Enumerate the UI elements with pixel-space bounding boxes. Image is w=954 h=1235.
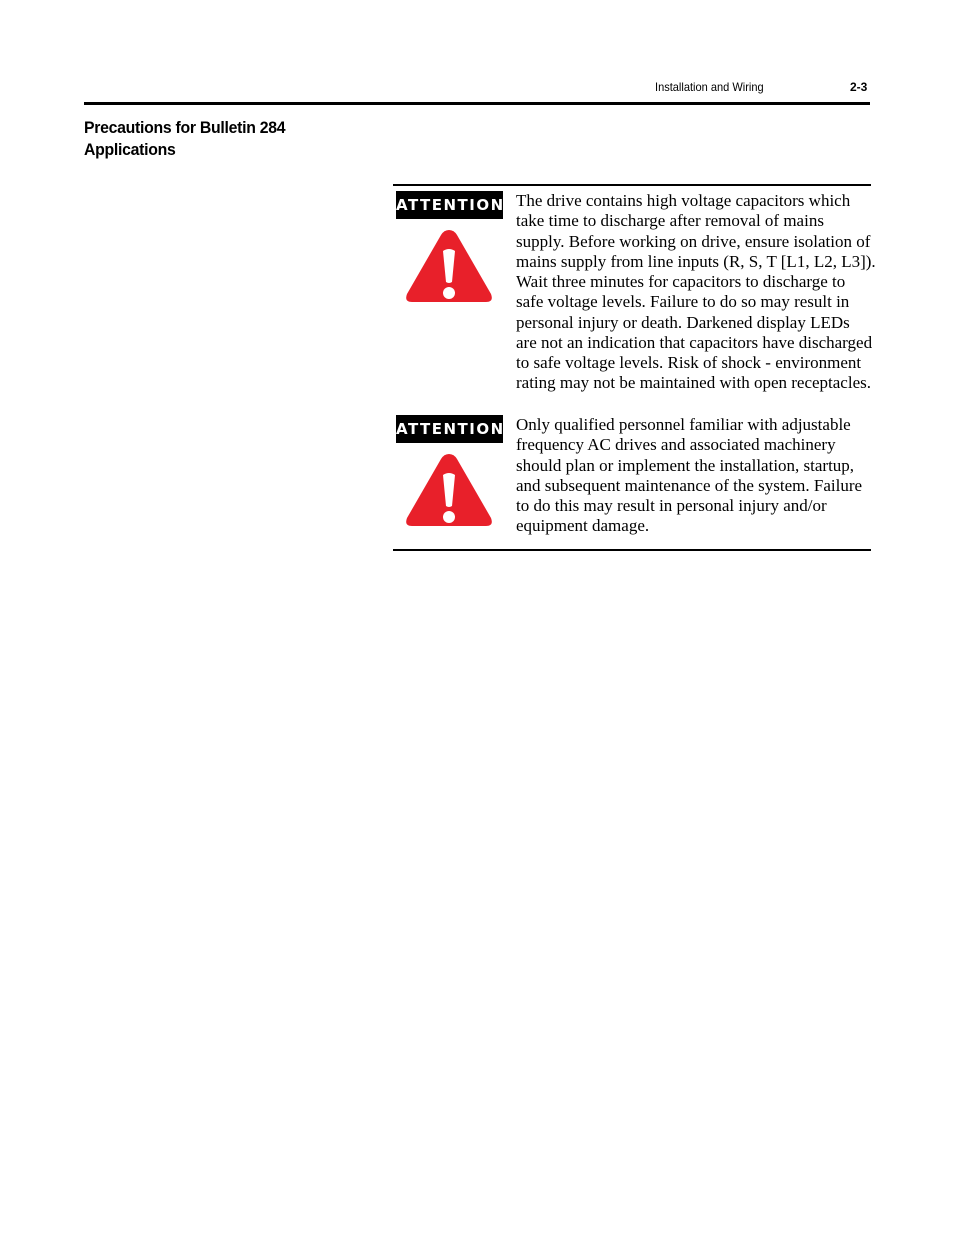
section-title-line: Applications	[84, 140, 176, 159]
attention-text-line: to do this may result in personal injury and/or	[516, 496, 827, 515]
attention-text-line: to safe voltage levels. Risk of shock - environment	[516, 353, 862, 372]
attention-table-top-rule	[393, 184, 871, 186]
attention-text-line: personal injury or death. Darkened display LEDs	[516, 312, 850, 332]
attention-text-line: rating may not be maintained with open receptacles.	[516, 373, 871, 393]
attention-text-line: safe voltage levels. Failure to do so may result in	[516, 292, 850, 312]
attention-text-line: are not an indication that capacitors have discharged	[516, 332, 873, 352]
header-rule	[84, 102, 870, 105]
attention-text	[516, 415, 866, 537]
attention-text-line: Only qualified personnel familiar with adjustable	[516, 415, 851, 434]
warning-triangle-icon	[404, 450, 494, 530]
attention-table-bottom-rule	[393, 549, 871, 551]
attention-text-line: frequency AC drives and associated machinery	[516, 435, 836, 455]
attention-text-line: mains supply from line inputs (R, S, T [L1, L2, L3]).	[516, 251, 876, 271]
attention-text-line: supply. Before working on drive, ensure isolation of	[516, 231, 871, 251]
attention-text-line: should plan or implement the installation, startup,	[516, 455, 855, 475]
warning-triangle-icon	[404, 226, 494, 306]
attention-text-line: The drive contains high voltage capacitors which	[516, 191, 851, 210]
attention-label: ATTENTION	[396, 191, 503, 219]
page-number: 2-3	[850, 80, 868, 94]
attention-text-line: take time to discharge after removal of mains	[516, 211, 824, 231]
running-header-section: Installation and Wiring	[655, 80, 764, 94]
section-title-line: Precautions for Bulletin 284	[84, 118, 286, 137]
attention-text-line: and subsequent maintenance of the system. Failure	[516, 475, 863, 495]
attention-text-line: equipment damage.	[516, 516, 650, 536]
attention-text-line: Wait three minutes for capacitors to discharge to	[516, 272, 846, 291]
section-title	[84, 117, 326, 161]
attention-text	[516, 191, 876, 394]
attention-label: ATTENTION	[396, 415, 503, 443]
